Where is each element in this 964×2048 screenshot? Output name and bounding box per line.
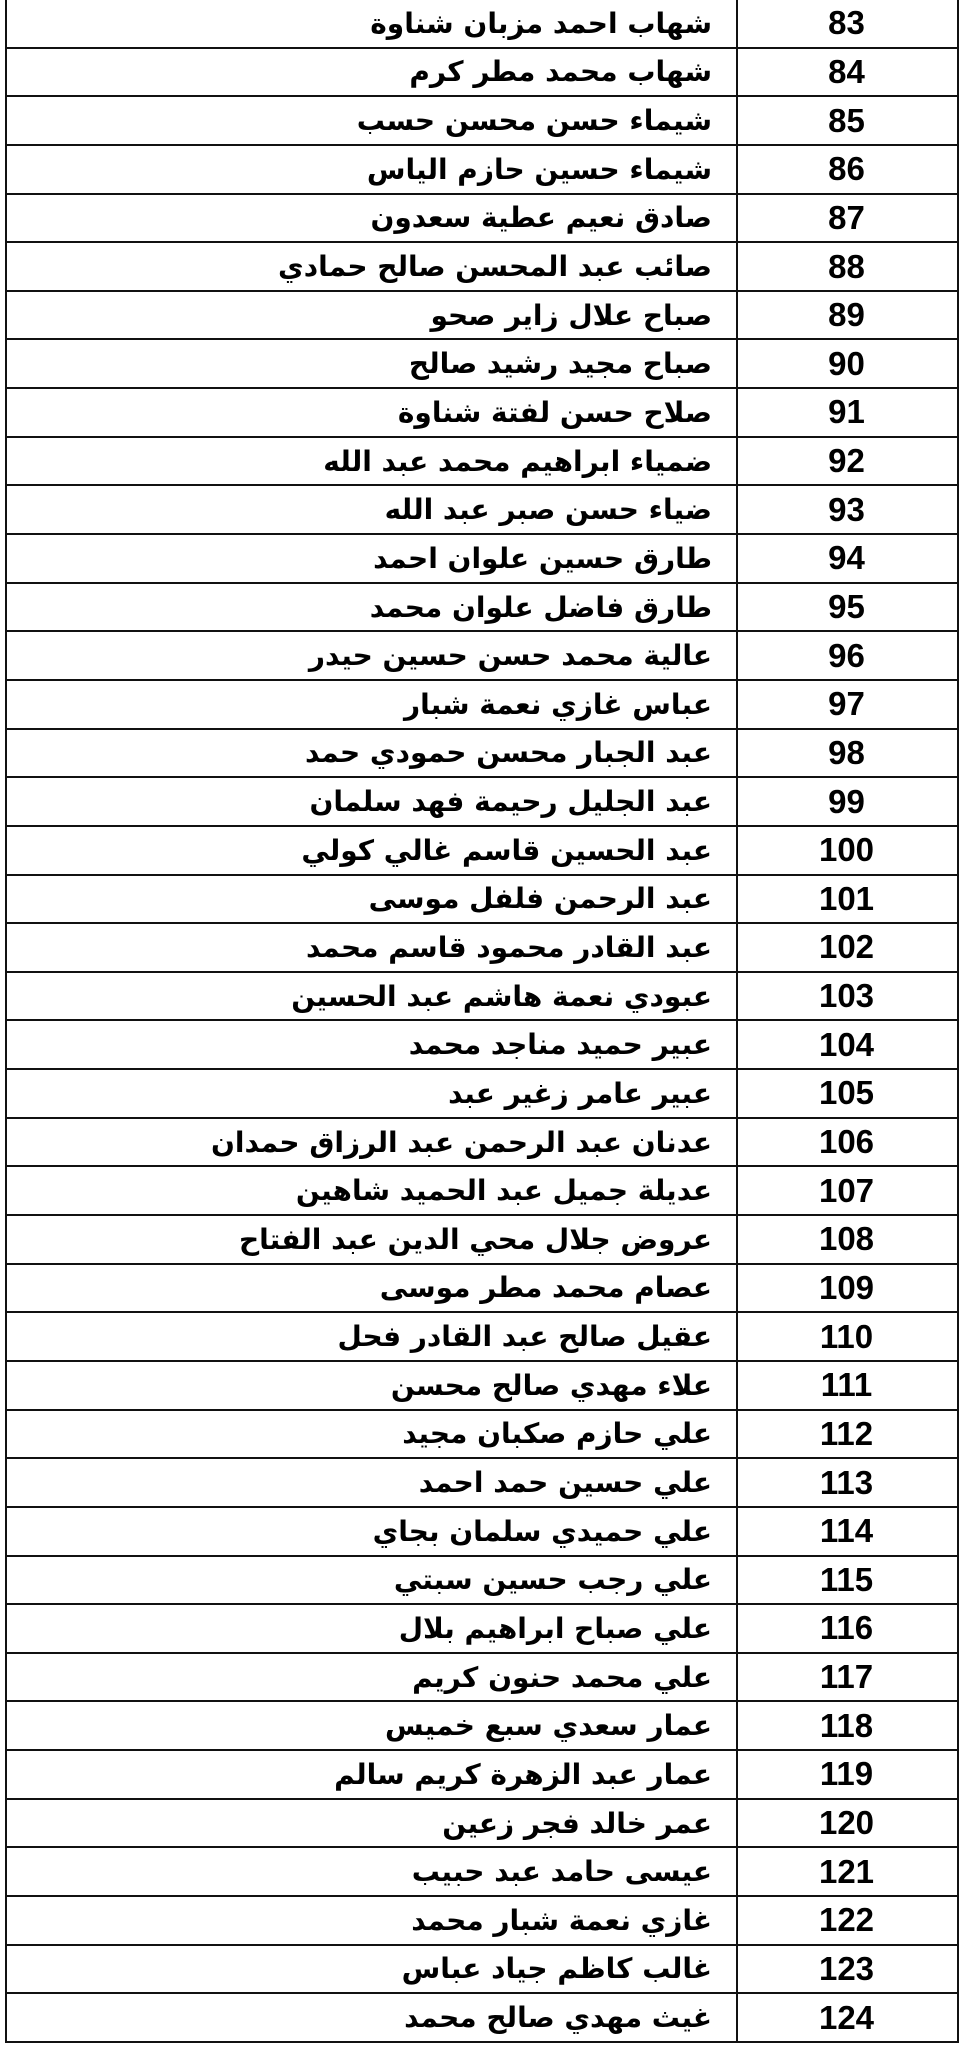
table-row (7, 1021, 957, 1070)
table-row (7, 730, 957, 779)
table-row (7, 1897, 957, 1946)
table-row (7, 1362, 957, 1411)
table-row (7, 535, 957, 584)
row-number-cell: 124 (818, 1998, 875, 2036)
person-name-cell: ضياء حسن صبر عبد الله (384, 493, 712, 527)
table-row (7, 1119, 957, 1168)
row-number-cell: 107 (818, 1171, 875, 1209)
table-row (7, 292, 957, 341)
row-number-cell: 110 (819, 1317, 874, 1355)
table-row (7, 1994, 957, 2041)
person-name-cell: شيماء حسين حازم الياس (366, 152, 712, 186)
person-name-cell: عديلة جميل عبد الحميد شاهين (295, 1174, 712, 1208)
row-number-cell: 101 (818, 879, 875, 917)
table-row (7, 195, 957, 244)
table-row (7, 243, 957, 292)
person-name-cell: عمار سعدي سبع خميس (384, 1709, 712, 1743)
row-number-cell: 93 (828, 490, 865, 528)
table-row (7, 681, 957, 730)
table-row (7, 1605, 957, 1654)
row-number-cell: 106 (818, 1123, 875, 1161)
row-number-cell: 119 (819, 1755, 874, 1793)
person-name-cell: علي محمد حنون كريم (412, 1660, 712, 1694)
row-number-cell: 112 (819, 1414, 874, 1452)
row-number-cell: 111 (820, 1366, 873, 1404)
person-name-cell: عبد القادر محمود قاسم محمد (306, 930, 712, 964)
person-name-cell: عبد الجليل رحيمة فهد سلمان (309, 785, 712, 819)
person-name-cell: عقيل صالح عبد القادر فحل (337, 1320, 712, 1354)
row-number-cell: 122 (818, 1901, 875, 1939)
row-number-cell: 91 (828, 393, 865, 431)
row-number-cell: 105 (818, 1074, 875, 1112)
table-row (7, 146, 957, 195)
names-table (5, 0, 959, 2043)
person-name-cell: عبد الجبار محسن حمودي حمد (305, 736, 712, 770)
table-row (7, 1508, 957, 1557)
row-number-cell: 118 (819, 1706, 874, 1744)
person-name-cell: عروض جلال محي الدين عبد الفتاح (238, 1222, 712, 1256)
row-number-cell: 108 (818, 1220, 875, 1258)
table-row (7, 632, 957, 681)
table-row (7, 1557, 957, 1606)
person-name-cell: غالب كاظم جياد عباس (401, 1952, 712, 1986)
person-name-cell: عبير عامر زغير عبد (448, 1076, 712, 1110)
person-name-cell: علي حازم صكبان مجيد (402, 1417, 712, 1451)
row-number-cell: 113 (819, 1463, 874, 1501)
person-name-cell: عمار عبد الزهرة كريم سالم (334, 1757, 712, 1791)
row-number-cell: 95 (828, 588, 865, 625)
table-row (7, 1751, 957, 1800)
table-row (7, 924, 957, 973)
person-name-cell: شيماء حسن محسن حسب (356, 104, 712, 138)
table-row (7, 584, 957, 633)
person-name-cell: شهاب محمد مطر كرم (409, 55, 712, 89)
table-row (7, 1459, 957, 1508)
table-row (7, 49, 957, 98)
person-name-cell: علي صباح ابراهيم بلال (398, 1611, 712, 1645)
person-name-cell: عيسى حامد عبد حبيب (411, 1855, 712, 1889)
table-row (7, 1800, 957, 1849)
table-row (7, 486, 957, 535)
person-name-cell: صلاح حسن لفتة شناوة (397, 395, 712, 429)
table-row (7, 1848, 957, 1897)
person-name-cell: علي رجب حسين سبتي (393, 1563, 712, 1597)
row-number-cell: 88 (828, 247, 865, 285)
table-row (7, 778, 957, 827)
row-number-cell: 99 (828, 782, 865, 820)
table-row (7, 1216, 957, 1265)
row-number-cell: 102 (818, 928, 875, 966)
row-number-cell: 85 (828, 101, 865, 139)
row-number-cell: 97 (828, 685, 865, 723)
table-row (7, 827, 957, 876)
person-name-cell: علاء مهدي صالح محسن (390, 1368, 712, 1402)
person-name-cell: علي حميدي سلمان بجاي (372, 1514, 712, 1548)
person-name-cell: صباح مجيد رشيد صالح (408, 347, 712, 381)
row-number-cell: 96 (828, 636, 865, 674)
row-number-cell: 114 (819, 1512, 874, 1550)
table-row (7, 1654, 957, 1703)
table-row (7, 340, 957, 389)
table-row (7, 973, 957, 1022)
person-name-cell: عدنان عبد الرحمن عبد الرزاق حمدان (210, 1125, 712, 1159)
person-name-cell: غازي نعمة شبار محمد (411, 1903, 712, 1937)
row-number-cell: 123 (818, 1949, 875, 1987)
table-body (7, 0, 957, 2041)
person-name-cell: علي حسين حمد احمد (418, 1466, 712, 1500)
person-name-cell: طارق فاضل علوان محمد (369, 590, 712, 624)
person-name-cell: عبد الحسين قاسم غالي كولي (301, 833, 712, 867)
row-number-cell: 109 (818, 1268, 875, 1306)
person-name-cell: عباس غازي نعمة شبار (403, 687, 712, 721)
table-row (7, 389, 957, 438)
person-name-cell: عبودي نعمة هاشم عبد الحسين (291, 979, 712, 1013)
table-row (7, 1946, 957, 1995)
row-number-cell: 83 (828, 4, 865, 42)
person-name-cell: عبد الرحمن فلفل موسى (368, 882, 712, 916)
row-number-cell: 100 (818, 831, 875, 869)
person-name-cell: صائب عبد المحسن صالح حمادي (278, 250, 712, 284)
person-name-cell: صادق نعيم عطية سعدون (370, 201, 712, 235)
row-number-cell: 103 (818, 977, 875, 1015)
row-number-cell: 87 (828, 198, 865, 236)
person-name-cell: ضمياء ابراهيم محمد عبد الله (323, 444, 712, 478)
row-number-cell: 90 (828, 344, 865, 382)
row-number-cell: 116 (819, 1609, 874, 1647)
table-row (7, 1411, 957, 1460)
person-name-cell: عبير حميد مناجد محمد (408, 1028, 712, 1062)
table-row (7, 438, 957, 487)
table-row (7, 876, 957, 925)
row-number-cell: 104 (818, 1025, 875, 1063)
person-name-cell: غيث مهدي صالح محمد (404, 2001, 712, 2035)
row-number-cell: 98 (828, 733, 865, 771)
table-row (7, 1070, 957, 1119)
row-number-cell: 89 (828, 296, 865, 334)
person-name-cell: طارق حسين علوان احمد (373, 541, 712, 575)
person-name-cell: عالية محمد حسن حسين حيدر (308, 639, 712, 673)
row-number-cell: 117 (819, 1658, 874, 1696)
row-number-cell: 121 (818, 1852, 875, 1890)
person-name-cell: صباح علال زاير صحو (430, 298, 712, 332)
table-row (7, 1313, 957, 1362)
row-number-cell: 84 (828, 52, 865, 90)
person-name-cell: عصام محمد مطر موسى (379, 1271, 712, 1305)
person-name-cell: شهاب احمد مزبان شناوة (370, 6, 712, 40)
row-number-cell: 92 (828, 442, 865, 480)
person-name-cell: عمر خالد فجر زعين (442, 1806, 712, 1840)
row-number-cell: 86 (828, 150, 865, 188)
table-row (7, 1167, 957, 1216)
table-row (7, 97, 957, 146)
row-number-cell: 120 (818, 1804, 875, 1842)
table-row (7, 0, 957, 49)
table-row (7, 1265, 957, 1314)
row-number-cell: 94 (828, 539, 865, 577)
row-number-cell: 115 (819, 1560, 874, 1598)
table-row (7, 1702, 957, 1751)
